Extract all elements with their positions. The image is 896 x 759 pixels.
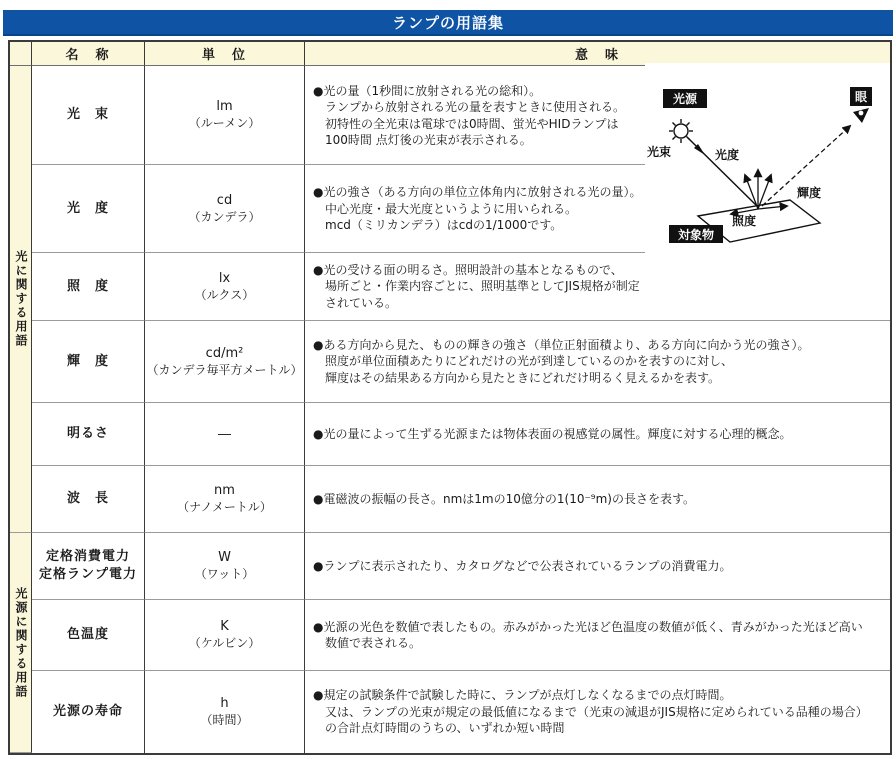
object-label: 対象物 (677, 228, 715, 242)
header-corner-cell (10, 42, 32, 66)
term-name-cell: 光 束 (32, 66, 145, 165)
unit-cell: ― (145, 403, 305, 466)
unit-cell: lm （ルーメン） (145, 66, 305, 165)
header-meaning: 意 味 (305, 42, 890, 66)
term-name-cell: 色温度 (32, 600, 145, 671)
meaning-cell: ●電磁波の振幅の長さ。nmは1mの10億分の1(10⁻⁹m)の長さを表す。 (305, 466, 890, 533)
group-label-cell-2 (10, 533, 32, 753)
term-name-cell: 定格消費電力 定格ランプ電力 (32, 533, 145, 600)
unit-cell: cd （カンデラ） (145, 165, 305, 253)
illuminance-label: 照度 (732, 214, 757, 228)
table-row (10, 533, 890, 600)
header-unit: 単 位 (145, 42, 305, 66)
unit-cell: cd/m² （カンデラ毎平方メートル） (145, 321, 305, 403)
unit-cell: K （ケルビン） (145, 600, 305, 671)
table-row (10, 600, 890, 671)
unit-cell: nm （ナノメートル） (145, 466, 305, 533)
page-title: ランプの用語集 (391, 13, 504, 32)
term-name-cell: 光源の寿命 (32, 671, 145, 753)
diagram-svg (645, 63, 890, 258)
meaning-cell: ●ある方向から見た、ものの輝きの強さ（単位正射面積より、ある方向に向かう光の強さ）。 照度が単位面積あたりにどれだけの光が到達しているのかを表すのに対し、 輝度はその結果ある方向から見たときにどれだけ明るく見えるかを表す。 (305, 321, 890, 403)
group-label-cell-1 (10, 66, 32, 533)
meaning-cell: ●光の量によって生ずる光源または物体表面の視感覚の属性。輝度に対する心理的概念。 (305, 403, 890, 466)
meaning-cell: ●光の受ける面の明るさ。照明設計の基本となるもので、 場所ごと・作業内容ごとに、照明基準としてJIS規格が制定 されている。 (305, 253, 890, 321)
group-label: 光に関する用語 (14, 250, 28, 348)
eye-label: 眼 (854, 90, 868, 104)
light-source-label: 光源 (672, 92, 698, 106)
table-row (10, 321, 890, 403)
luminance-label: 輝度 (797, 186, 822, 200)
term-name-cell: 輝 度 (32, 321, 145, 403)
term-name-cell: 明るさ (32, 403, 145, 466)
meaning-cell: ●光の強さ（ある方向の単位立体角内に放射される光の量）。 中心光度・最大光度というように用いられる。 mcd（ミリカンデラ）はcdの1/1000です。 (305, 165, 890, 253)
eye-icon (853, 108, 869, 123)
group-label: 光源に関する用語 (14, 586, 28, 699)
unit-cell: h （時間） (145, 671, 305, 753)
meaning-cell: ●光の量（1秒間に放射される光の総和）。 ランプから放射される光の量を表すときに使用される。 初特性の全光束は電球では0時間、蛍光やHIDランプは 100時間 点灯後の光束が表示される。 (305, 66, 890, 165)
meaning-cell: ●規定の試験条件で試験した時に、ランプが点灯しなくなるまでの点灯時間。 又は、ランプの光束が規定の最低値になるまで（光束の減退がJIS規格に定められている品種の場合） の合計点灯時間のうちの、いずれか短い時間 (313, 688, 868, 736)
unit-cell: W （ワット） (145, 533, 305, 600)
meaning-cell: ●ランプに表示されたり、カタログなどで公表されているランプの消費電力。 (305, 533, 890, 600)
unit-cell: lx （ルクス） (145, 253, 305, 321)
table-row (10, 466, 890, 533)
luminous-flux-label: 光束 (647, 145, 672, 159)
illuminance-arrows (731, 170, 787, 214)
meaning-cell: ●光源の光色を数値で表したもの。赤みがかった光ほど色温度の数値が低く、青みがかった光ほど高い 数値で表される。 (305, 600, 890, 671)
table-row (10, 403, 890, 466)
luminous-intensity-label: 光度 (715, 148, 740, 162)
light-measurement-diagram (645, 63, 890, 258)
term-name-cell: 波 長 (32, 466, 145, 533)
table-row (10, 671, 890, 753)
header-name: 名 称 (32, 42, 145, 66)
table-row (10, 253, 890, 321)
page-title-bar (3, 10, 893, 36)
term-name-cell: 照 度 (32, 253, 145, 321)
term-name-cell: 光 度 (32, 165, 145, 253)
